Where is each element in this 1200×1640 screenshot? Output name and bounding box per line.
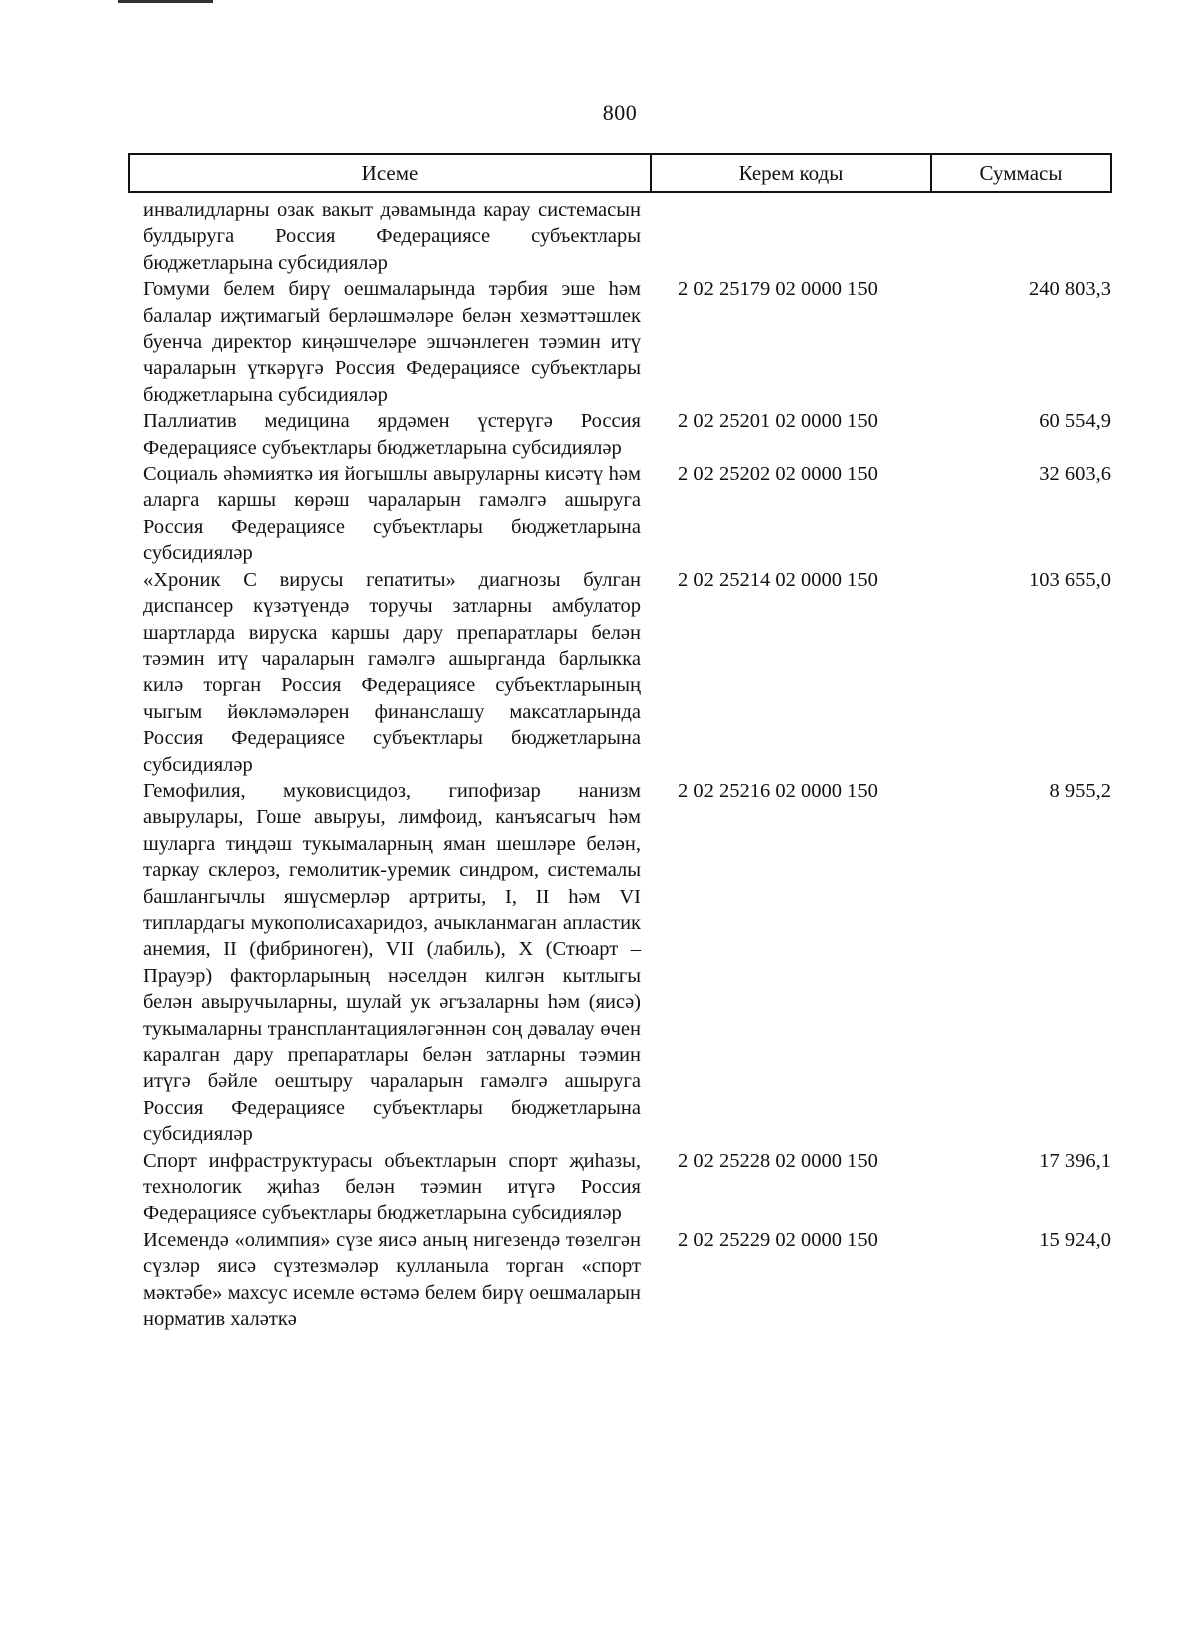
row-code: 2 02 25229 02 0000 150 [678, 1228, 878, 1251]
table-row [143, 567, 1113, 778]
row-name: Паллиатив медицина ярдәмен үстерүгә Россия Федерациясе субъектлары бюджетларына субсидияләр [143, 410, 641, 459]
table-row [143, 197, 1113, 276]
table-body [143, 197, 1113, 1332]
row-sum: 17 396,1 [1039, 1149, 1111, 1172]
row-code: 2 02 25228 02 0000 150 [678, 1149, 878, 1172]
row-code: 2 02 25201 02 0000 150 [678, 410, 878, 433]
header-sum: Суммасы [979, 160, 1063, 185]
header-code: Керем коды [652, 155, 932, 191]
row-name: Гомуми белем бирү оешмаларында тәрбия эше һәм балалар иҗтимагый берләшмәләре белән хезмәттәшлек буенча директор киңәшчеләре эшчәнлеген тәэмин итү чараларын үткәрүгә Россия Федерациясе субъектлары бюджетларына субсидияләр [143, 278, 641, 406]
row-sum: 60 554,9 [1039, 410, 1111, 433]
row-name: Спорт инфраструктурасы объектларын спорт җиһазы, технологик җиһаз белән тәэмин итүгә Россия Федерациясе субъектлары бюджетларына субсидияләр [143, 1149, 641, 1225]
header-name: Исеме [130, 155, 652, 191]
row-name: Гемофилия, муковисцидоз, гипофизар нанизм авырулары, Гоше авыруы, лимфоид, канъясагыч һәм шуларга тиңдәш тукымаларның яман шешләре белән, таркау склероз, гемолитик-уремик синдром, системалы башлангычлы яшүсмерләр артриты, I, II һәм VI типлардагы мукополисахаридоз, ачыкланмаган апластик анемия, II (фибриноген), VII (лабиль), X (Стюарт – Прауэр) факторларының нәселдән килгән кытлыгы белән авыручыларны, шулай ук әгъзаларны һәм (яисә) тукымаларны трансплантацияләгәннән соң дәвалау өчен каралган дару препаратлары белән затларны тәэмин итүгә бәйле оештыру чараларын гамәлгә ашыруга Россия Федерациясе субъектлары бюджетларына субсидияләр [143, 779, 641, 1146]
row-sum: 32 603,6 [1039, 463, 1111, 486]
row-name: инвалидларны озак вакыт дәвамында карау системасын булдыруга Россия Федерациясе субъектлары бюджетларына субсидияләр [143, 199, 641, 274]
row-sum: 103 655,0 [1029, 568, 1111, 591]
row-code: 2 02 25216 02 0000 150 [678, 779, 878, 802]
row-sum: 8 955,2 [1049, 779, 1111, 802]
row-code: 2 02 25214 02 0000 150 [678, 568, 878, 591]
row-code: 2 02 25202 02 0000 150 [678, 463, 878, 486]
table-row [143, 408, 1113, 461]
row-name: Социаль әһәмияткә ия йогышлы авыруларны кисәтү һәм аларга каршы көрәш чараларын гамәлгә ашыруга Россия Федерациясе субъектлары бюджетларына субсидияләр [143, 463, 641, 565]
table-row [143, 1148, 1113, 1227]
page-number: 800 [602, 100, 638, 125]
scan-edge-mark [118, 0, 213, 3]
row-name: Исемендә «олимпия» сүзе яисә аның нигезендә төзелгән сүзләр яисә сүзтезмәләр кулланыла торган «спорт мәктәбе» махсус исемле өстәмә белем бирү оешмаларын норматив халәткә [143, 1228, 641, 1331]
table-row [143, 778, 1113, 1148]
table-header [128, 153, 1112, 193]
row-code: 2 02 25179 02 0000 150 [678, 278, 878, 301]
row-name: «Хроник С вирусы гепатиты» диагнозы булган диспансер күзәтүендә торучы затларны амбулатор шартларда вируска каршы дару препаратлары белән тәэмин итү чараларын гамәлгә ашырганда барлыкка килә торган Россия Федерациясе субъектларының чыгым йөкләмәләрен финанслашу максатларында Россия Федерациясе субъектлары бюджетларына субсидияләр [143, 568, 641, 776]
table-row [143, 461, 1113, 567]
row-sum: 240 803,3 [1029, 278, 1111, 301]
table-row [143, 276, 1113, 408]
table-row [143, 1227, 1113, 1333]
row-sum: 15 924,0 [1039, 1228, 1111, 1251]
